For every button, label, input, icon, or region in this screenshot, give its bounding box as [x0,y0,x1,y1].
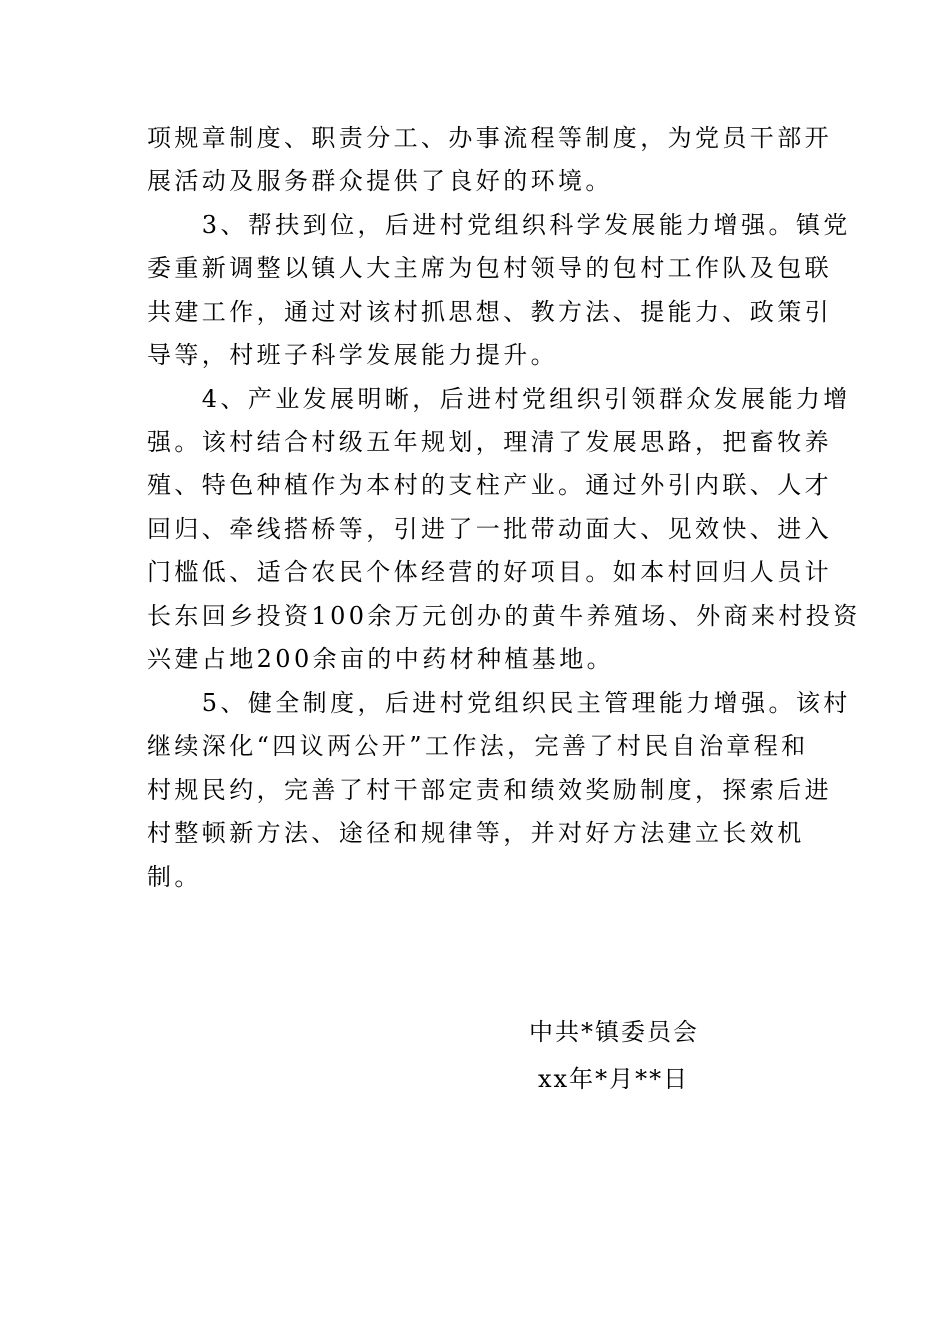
paragraph-4-start: 4、产业发展明晰，后进村党组织引领群众发展能力增 [147,385,851,413]
signature-organization: 中共*镇委员会 [529,1018,699,1046]
body-line: 展活动及服务群众提供了良好的环境。 [147,167,613,195]
body-line: 制。 [147,863,202,891]
paragraph-3-start: 3、帮扶到位，后进村党组织科学发展能力增强。镇党 [147,211,851,239]
body-line: 村规民约，完善了村干部定责和绩效奖励制度，探索后进 [147,776,832,804]
body-line: 项规章制度、职责分工、办事流程等制度，为党员干部开 [147,124,832,152]
body-line: 强。该村结合村级五年规划，理清了发展思路，把畜牧养 [147,428,832,456]
signature-date: xx年*月**日 [538,1065,690,1093]
body-line: 长东回乡投资100余万元创办的黄牛养殖场、外商来村投资 [147,602,861,630]
body-line: 村整顿新方法、途径和规律等，并对好方法建立长效机 [147,819,805,847]
body-line: 委重新调整以镇人大主席为包村领导的包村工作队及包联 [147,254,832,282]
body-line: 兴建占地200余亩的中药材种植基地。 [147,645,615,673]
body-line: 共建工作，通过对该村抓思想、教方法、提能力、政策引 [147,298,832,326]
body-line: 门槛低、适合农民个体经营的好项目。如本村回归人员计 [147,558,832,586]
body-line: 殖、特色种植作为本村的支柱产业。通过外引内联、人才 [147,471,832,499]
body-line: 继续深化“四议两公开”工作法，完善了村民自治章程和 [147,732,809,760]
body-line: 回归、牵线搭桥等，引进了一批带动面大、见效快、进入 [147,515,832,543]
body-line: 导等，村班子科学发展能力提升。 [147,341,558,369]
paragraph-5-start: 5、健全制度，后进村党组织民主管理能力增强。该村 [147,689,851,717]
